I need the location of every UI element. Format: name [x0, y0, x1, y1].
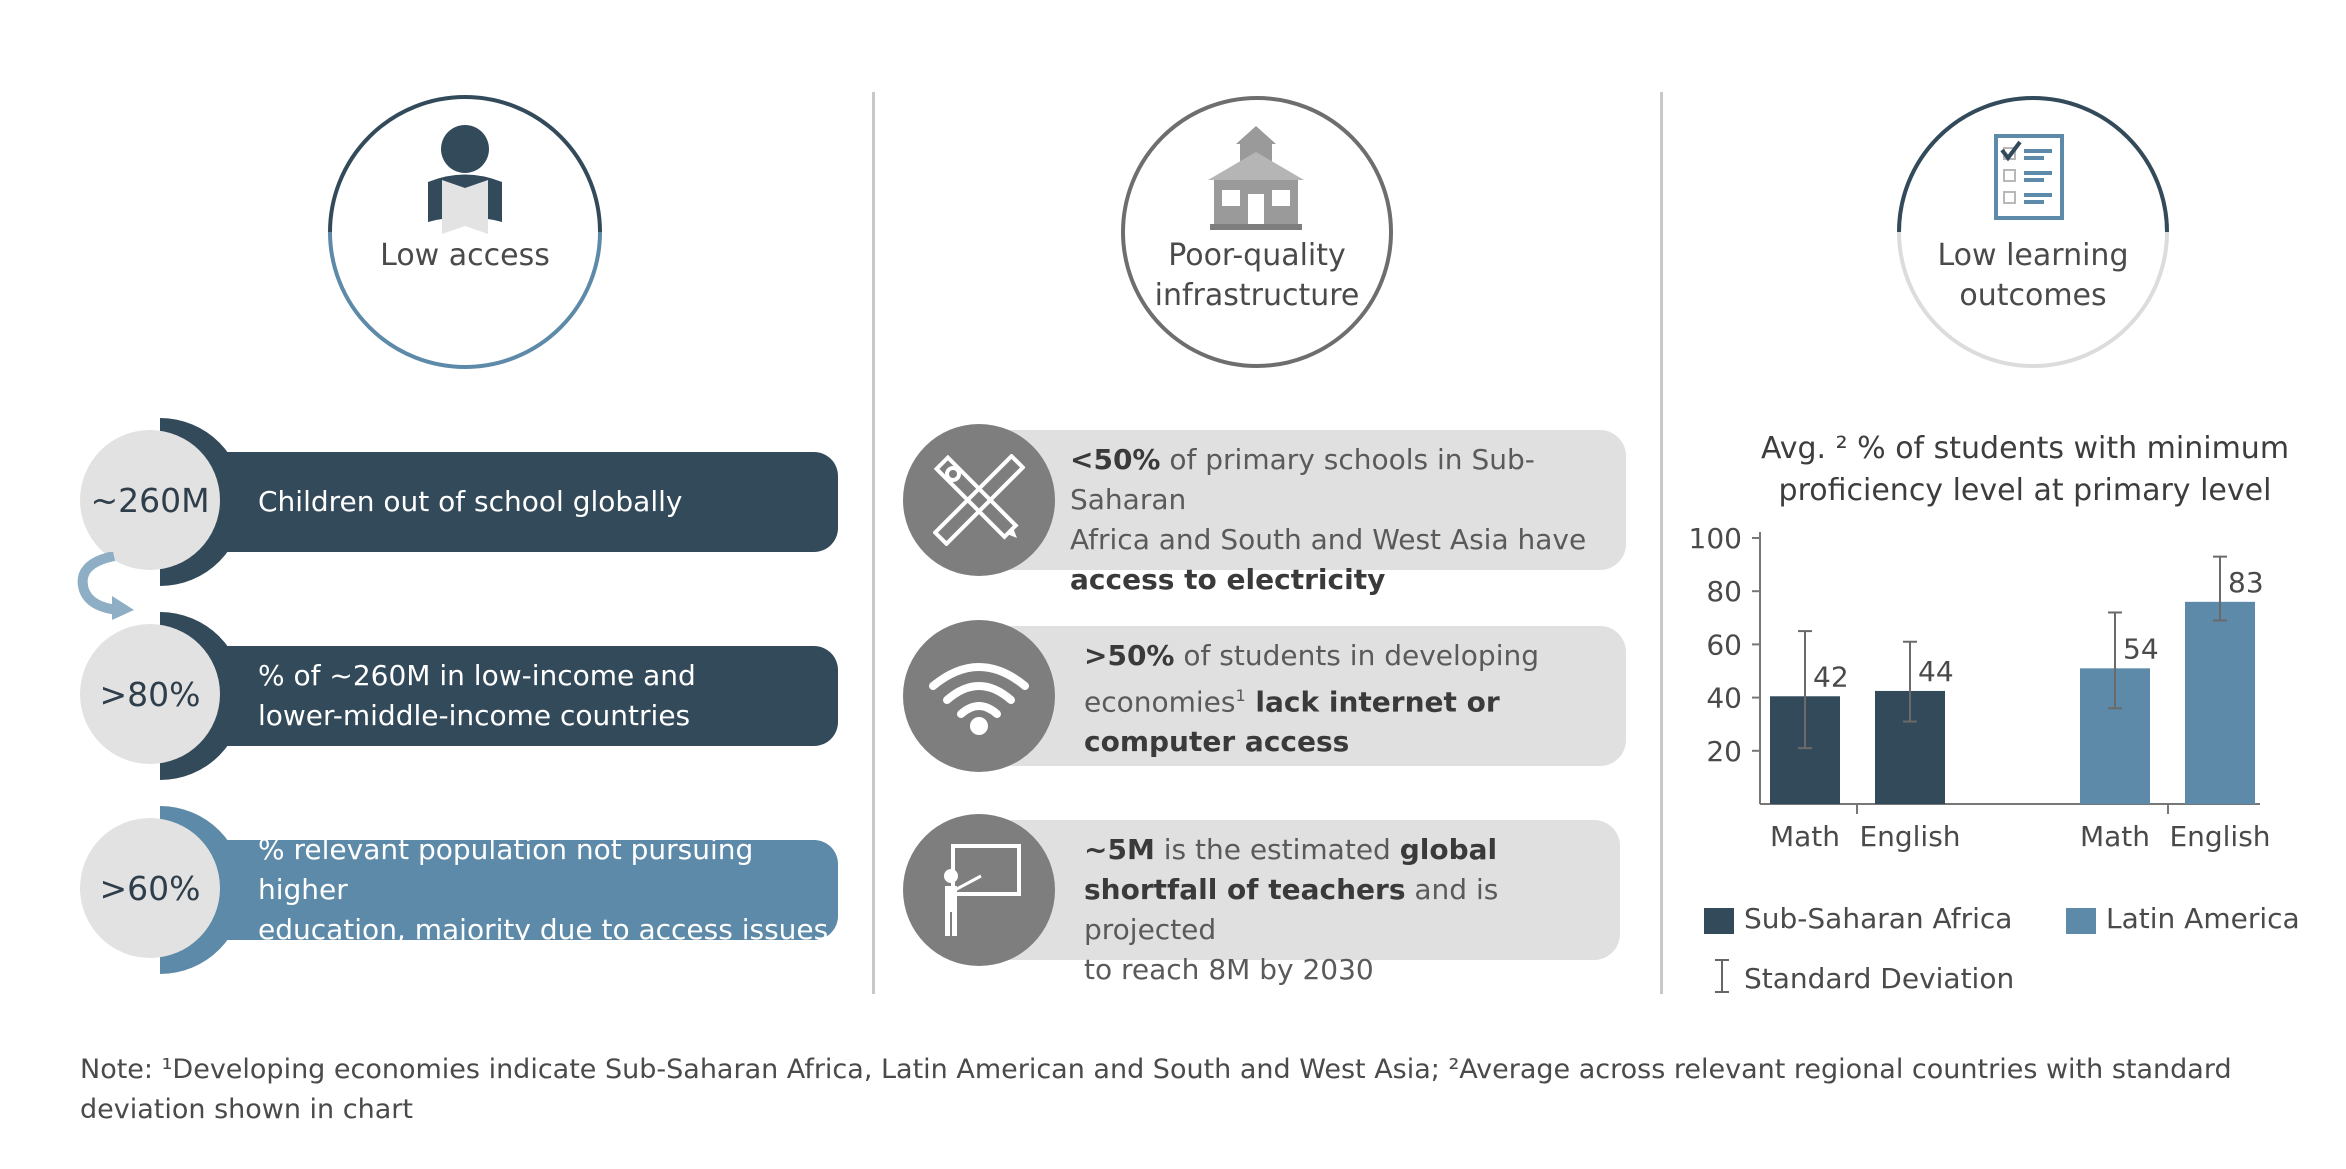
footnote: Note: ¹Developing economies indicate Sub-Saharan Africa, Latin American and South and West Asia; ²Average across relevant regional countries with standard deviation shown in chart — [80, 1054, 2232, 1125]
x-tick-label: English — [1859, 820, 1961, 853]
legend-swatch-latin-america — [2066, 908, 2096, 934]
y-tick-label: 20 — [1706, 734, 1742, 768]
legend-std-icon — [1712, 958, 1732, 994]
student-reading-icon — [420, 122, 510, 237]
infrastructure-label — [1117, 236, 1397, 316]
infra-1-line2: Africa and South and West Asia have — [1070, 523, 1587, 556]
x-tick-label: Math — [2079, 820, 2151, 853]
infra-2-line3: computer access — [1084, 725, 1350, 759]
data-label: 54 — [2123, 632, 2159, 666]
access-bar-3-line1: % relevant population not pursuing higher — [258, 833, 754, 906]
chart-title-line1: Avg. ² % of students with minimum — [1760, 431, 2290, 466]
outcomes-label-line1: Low learning — [1937, 238, 2129, 273]
infra-1-bold: <50% — [1070, 443, 1161, 476]
access-bar-1-text: Children out of school globally — [258, 485, 683, 518]
low-access-label: Low access — [380, 238, 550, 273]
legend-label-std: Standard Deviation — [1744, 962, 2015, 995]
infra-2-line2-bold: lack internet or — [1245, 685, 1500, 719]
pencil-ruler-icon — [933, 454, 1025, 546]
infra-2-sup: 1 — [1235, 686, 1246, 705]
teacher-board-icon — [935, 842, 1025, 938]
infra-pill-2 — [960, 626, 1626, 766]
access-bar-2-line1: % of ~260M in low-income and — [258, 659, 696, 692]
infra-3-text: is the estimated — [1154, 833, 1400, 866]
infra-3-line2-bold: shortfall of teachers — [1084, 873, 1406, 906]
infra-2-bold: >50% — [1084, 639, 1175, 672]
infra-3-bold: ~5M — [1084, 833, 1155, 866]
wifi-icon — [927, 656, 1031, 736]
column-divider-left — [872, 92, 875, 994]
outcomes-label-line2: outcomes — [1959, 278, 2107, 313]
infra-1-line3: access to electricity — [1070, 563, 1386, 596]
outcomes-label — [1893, 236, 2173, 316]
infrastructure-label-line1: Poor-quality — [1168, 238, 1346, 273]
infra-1-text: of primary schools in Sub-Saharan — [1070, 443, 1535, 516]
chart-title — [1740, 428, 2310, 512]
legend-label-sub-saharan: Sub-Saharan Africa — [1744, 902, 2013, 935]
bar-4 — [2185, 602, 2255, 804]
data-label: 83 — [2228, 565, 2264, 599]
legend-swatch-sub-saharan — [1704, 908, 1734, 934]
access-bar-2-line2: lower-middle-income countries — [258, 699, 691, 732]
access-bar-3-line2: education, majority due to access issues — [258, 913, 829, 946]
checklist-icon — [1994, 134, 2064, 220]
access-stat-value-2: >80% — [80, 624, 220, 764]
school-building-icon — [1206, 124, 1306, 230]
chart-title-line2: proficiency level at primary level — [1778, 473, 2272, 508]
data-label: 42 — [1813, 660, 1849, 694]
infra-3-bold-global: global — [1399, 833, 1498, 866]
y-tick-label: 40 — [1706, 681, 1742, 715]
access-stat-value-3: >60% — [80, 818, 220, 958]
infra-pill-1 — [960, 430, 1626, 596]
data-label: 44 — [1918, 654, 1954, 688]
infra-3-line2: and is projected — [1084, 873, 1499, 946]
infra-2-text: of students in developing — [1174, 639, 1540, 672]
y-tick-label: 100 — [1688, 522, 1742, 555]
infra-2-line2: economies — [1084, 685, 1236, 719]
infra-3-line3: to reach 8M by 2030 — [1084, 953, 1374, 986]
legend-label-latin-america: Latin America — [2106, 902, 2300, 935]
x-tick-label: English — [2169, 820, 2271, 853]
infra-pill-3 — [960, 820, 1620, 986]
access-bar-2 — [158, 646, 838, 746]
access-bar-3 — [158, 833, 838, 946]
proficiency-bar-chart — [1660, 510, 2300, 870]
flow-arrow-icon — [72, 552, 142, 622]
x-tick-label: Math — [1769, 820, 1841, 853]
access-bar-1 — [158, 452, 838, 552]
infrastructure-label-line2: infrastructure — [1154, 278, 1360, 313]
y-tick-label: 80 — [1706, 575, 1742, 609]
access-stat-value-1: ~260M — [80, 430, 220, 570]
y-tick-label: 60 — [1706, 628, 1742, 662]
